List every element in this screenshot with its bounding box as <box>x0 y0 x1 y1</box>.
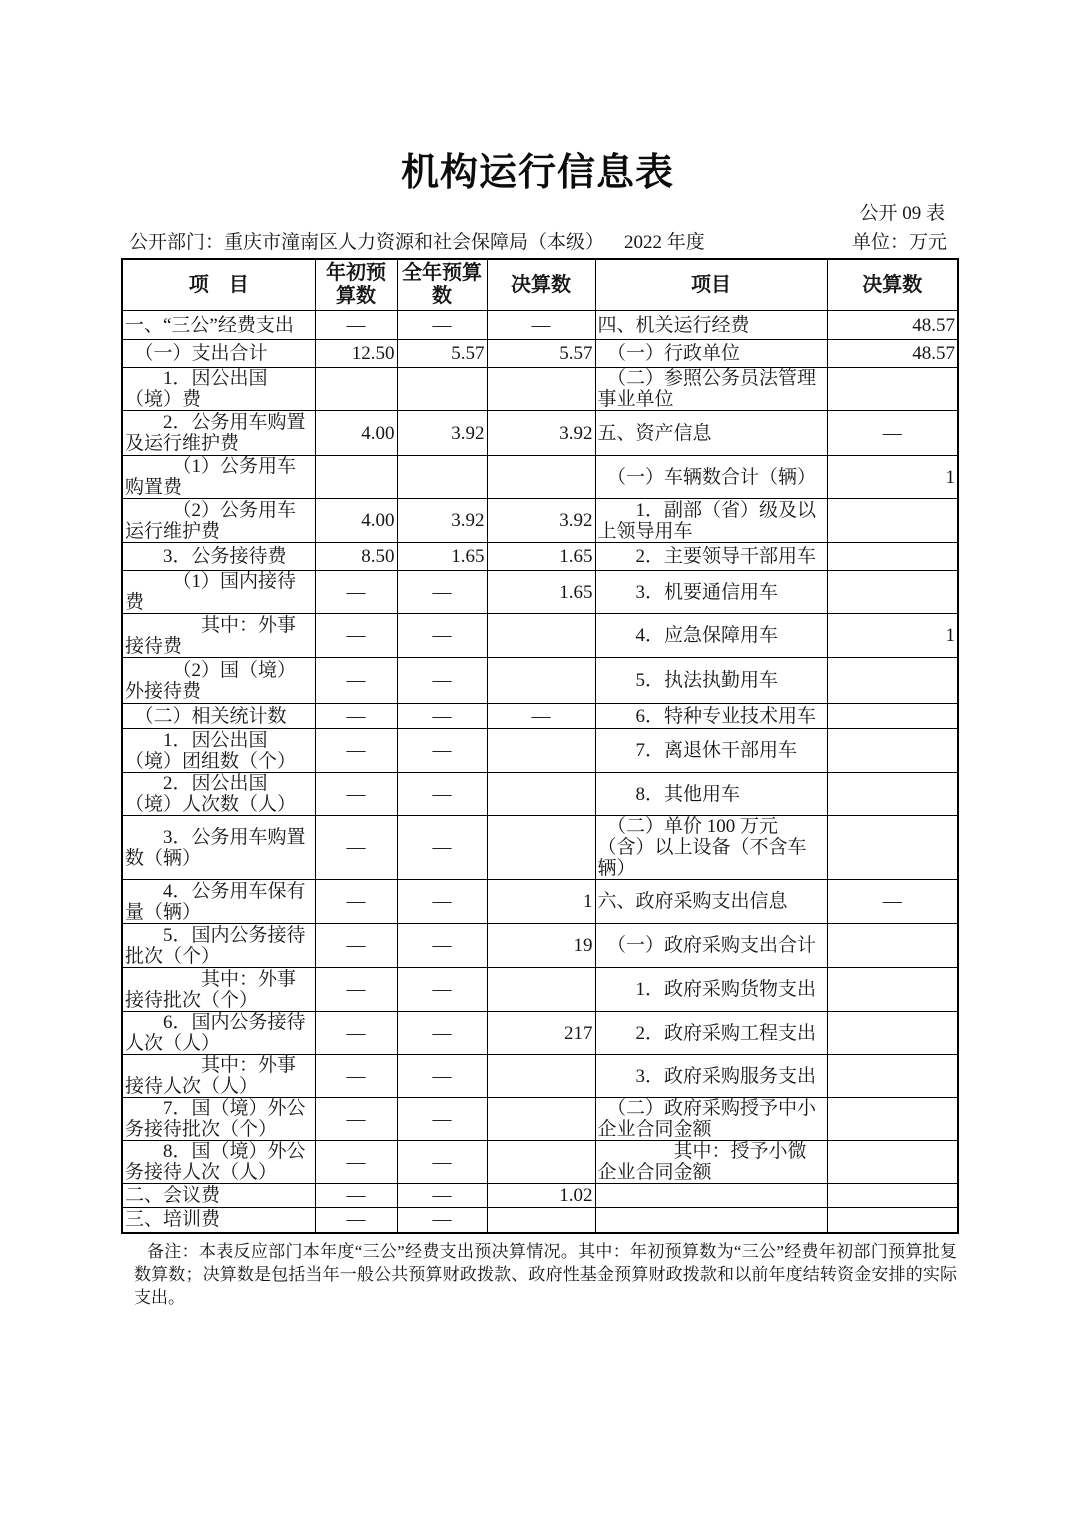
final-accounts-cell-right: 1 <box>827 456 958 499</box>
final-accounts-cell-right: — <box>827 411 958 456</box>
initial-budget-cell: — <box>315 571 397 614</box>
item-cell-left: 3．公务用车购置数（辆） <box>122 816 315 880</box>
table-row <box>122 499 958 543</box>
operation-info-table <box>121 258 959 1234</box>
table-row <box>122 816 958 880</box>
item-cell-left: 8．国（境）外公务接待人次（人） <box>122 1141 315 1184</box>
item-cell-left: 其中：外事接待费 <box>122 614 315 658</box>
content-area <box>121 203 957 1309</box>
final-accounts-cell-right <box>827 1208 958 1233</box>
item-cell-left: （二）相关统计数 <box>122 704 315 729</box>
item-cell-right: 3．机要通信用车 <box>595 571 827 614</box>
table-row <box>122 1184 958 1208</box>
final-accounts-cell-left: — <box>487 704 595 729</box>
item-cell-right: 4．应急保障用车 <box>595 614 827 658</box>
initial-budget-cell: — <box>315 968 397 1012</box>
final-accounts-cell-right: 48.57 <box>827 311 958 340</box>
table-row <box>122 411 958 456</box>
final-accounts-cell-left <box>487 1141 595 1184</box>
table-body <box>122 311 958 1233</box>
item-cell-left: 一、“三公”经费支出 <box>122 311 315 340</box>
annual-budget-cell: — <box>397 571 487 614</box>
final-accounts-cell-left: 3.92 <box>487 499 595 543</box>
header-item-right: 项目 <box>595 259 827 311</box>
final-accounts-cell-right <box>827 1184 958 1208</box>
table-row <box>122 614 958 658</box>
header-initial-budget: 年初预算数 <box>315 259 397 311</box>
final-accounts-cell-left <box>487 368 595 411</box>
table-header-row <box>122 259 958 311</box>
annual-budget-cell: — <box>397 729 487 773</box>
item-cell-left: 5．国内公务接待批次（个） <box>122 924 315 968</box>
final-accounts-cell-right <box>827 773 958 816</box>
initial-budget-cell: 4.00 <box>315 411 397 456</box>
item-cell-right: （二）参照公务员法管理事业单位 <box>595 368 827 411</box>
table-row <box>122 773 958 816</box>
item-cell-right: （一）政府采购支出合计 <box>595 924 827 968</box>
final-accounts-cell-right <box>827 543 958 571</box>
item-cell-right: 2．主要领导干部用车 <box>595 543 827 571</box>
initial-budget-cell: — <box>315 773 397 816</box>
header-annual-budget: 全年预算数 <box>397 259 487 311</box>
item-cell-left: 其中：外事接待人次（人） <box>122 1055 315 1098</box>
final-accounts-cell-left: 19 <box>487 924 595 968</box>
item-cell-right: 四、机关运行经费 <box>595 311 827 340</box>
final-accounts-cell-right <box>827 1098 958 1141</box>
initial-budget-cell <box>315 456 397 499</box>
annual-budget-cell: — <box>397 614 487 658</box>
final-accounts-cell-right <box>827 1055 958 1098</box>
header-final-left: 决算数 <box>487 259 595 311</box>
item-cell-left: 6．国内公务接待人次（人） <box>122 1012 315 1055</box>
item-cell-left: 三、培训费 <box>122 1208 315 1233</box>
annual-budget-cell: — <box>397 1098 487 1141</box>
final-accounts-cell-right <box>827 571 958 614</box>
item-cell-right: （一）车辆数合计（辆） <box>595 456 827 499</box>
initial-budget-cell: — <box>315 658 397 704</box>
table-row <box>122 968 958 1012</box>
item-cell-right: （一）行政单位 <box>595 340 827 368</box>
initial-budget-cell: — <box>315 1141 397 1184</box>
annual-budget-cell: 1.65 <box>397 543 487 571</box>
table-row <box>122 456 958 499</box>
final-accounts-cell-left <box>487 658 595 704</box>
footnote: 备注：本表反应部门本年度“三公”经费支出预决算情况。其中：年初预算数为“三公”经费年初部门预算批复数算数；决算数是包括当年一般公共预算财政拨款、政府性基金预算财政拨款和以前年度结转资金安排的实际支出。 <box>134 1241 957 1307</box>
info-line <box>121 230 957 256</box>
initial-budget-cell: — <box>315 311 397 340</box>
table-row <box>122 658 958 704</box>
final-accounts-cell-left: 1.65 <box>487 571 595 614</box>
item-cell-right: 3．政府采购服务支出 <box>595 1055 827 1098</box>
item-cell-left: （一）支出合计 <box>122 340 315 368</box>
item-cell-left: 3．公务接待费 <box>122 543 315 571</box>
table-row <box>122 311 958 340</box>
final-accounts-cell-left <box>487 1098 595 1141</box>
item-cell-left: 7．国（境）外公务接待批次（个） <box>122 1098 315 1141</box>
table-row <box>122 1012 958 1055</box>
final-accounts-cell-right <box>827 729 958 773</box>
final-accounts-cell-left <box>487 456 595 499</box>
table-row <box>122 571 958 614</box>
item-cell-left: 1．因公出国（境）费 <box>122 368 315 411</box>
item-cell-left: （1）国内接待费 <box>122 571 315 614</box>
annual-budget-cell: — <box>397 1208 487 1233</box>
annual-budget-cell: — <box>397 880 487 924</box>
final-accounts-cell-left: 1 <box>487 880 595 924</box>
initial-budget-cell: — <box>315 816 397 880</box>
item-cell-right: 8．其他用车 <box>595 773 827 816</box>
annual-budget-cell: — <box>397 1184 487 1208</box>
item-cell-left: 其中：外事接待批次（个） <box>122 968 315 1012</box>
item-cell-right: 其中：授予小微企业合同金额 <box>595 1141 827 1184</box>
form-code: 公开 09 表 <box>859 203 945 224</box>
final-accounts-cell-left: 3.92 <box>487 411 595 456</box>
unit-label: 单位：万元 <box>851 232 947 253</box>
final-accounts-cell-right <box>827 1141 958 1184</box>
item-cell-right: 六、政府采购支出信息 <box>595 880 827 924</box>
initial-budget-cell: — <box>315 1208 397 1233</box>
final-accounts-cell-left: 5.57 <box>487 340 595 368</box>
item-cell-left: 2．公务用车购置及运行维护费 <box>122 411 315 456</box>
final-accounts-cell-left <box>487 614 595 658</box>
item-cell-right <box>595 1208 827 1233</box>
initial-budget-cell: — <box>315 1184 397 1208</box>
initial-budget-cell: — <box>315 614 397 658</box>
initial-budget-cell: — <box>315 1012 397 1055</box>
annual-budget-cell: 5.57 <box>397 340 487 368</box>
initial-budget-cell: — <box>315 924 397 968</box>
initial-budget-cell: 8.50 <box>315 543 397 571</box>
final-accounts-cell-left: — <box>487 311 595 340</box>
item-cell-left: （2）国（境）外接待费 <box>122 658 315 704</box>
final-accounts-cell-right <box>827 924 958 968</box>
final-accounts-cell-right: 1 <box>827 614 958 658</box>
final-accounts-cell-left <box>487 1208 595 1233</box>
item-cell-right: 6．特种专业技术用车 <box>595 704 827 729</box>
annual-budget-cell: — <box>397 773 487 816</box>
initial-budget-cell: — <box>315 704 397 729</box>
item-cell-left: 1．因公出国（境）团组数（个） <box>122 729 315 773</box>
table-row <box>122 1098 958 1141</box>
annual-budget-cell: — <box>397 658 487 704</box>
item-cell-right: 7．离退休干部用车 <box>595 729 827 773</box>
final-accounts-cell-left <box>487 729 595 773</box>
header-final-right: 决算数 <box>827 259 958 311</box>
item-cell-right: （二）政府采购授予中小企业合同金额 <box>595 1098 827 1141</box>
item-cell-left: （1）公务用车购置费 <box>122 456 315 499</box>
final-accounts-cell-right <box>827 816 958 880</box>
annual-budget-cell: — <box>397 311 487 340</box>
item-cell-right: 2．政府采购工程支出 <box>595 1012 827 1055</box>
annual-budget-cell: — <box>397 968 487 1012</box>
final-accounts-cell-right <box>827 499 958 543</box>
item-cell-right: （二）单价 100 万元（含）以上设备（不含车辆） <box>595 816 827 880</box>
page-title: 机构运行信息表 <box>400 152 674 194</box>
initial-budget-cell <box>315 368 397 411</box>
initial-budget-cell: — <box>315 1055 397 1098</box>
final-accounts-cell-left: 1.65 <box>487 543 595 571</box>
item-cell-right: 5．执法执勤用车 <box>595 658 827 704</box>
table-row <box>122 880 958 924</box>
final-accounts-cell-right <box>827 1012 958 1055</box>
final-accounts-cell-right <box>827 704 958 729</box>
final-accounts-cell-right: 48.57 <box>827 340 958 368</box>
table-row <box>122 1055 958 1098</box>
annual-budget-cell: — <box>397 1055 487 1098</box>
table-row <box>122 1208 958 1233</box>
annual-budget-cell: — <box>397 1141 487 1184</box>
table-row <box>122 924 958 968</box>
annual-budget-cell: — <box>397 816 487 880</box>
initial-budget-cell: 4.00 <box>315 499 397 543</box>
final-accounts-cell-left <box>487 816 595 880</box>
table-row <box>122 543 958 571</box>
item-cell-left: （2）公务用车运行维护费 <box>122 499 315 543</box>
item-cell-left: 2．因公出国（境）人次数（人） <box>122 773 315 816</box>
final-accounts-cell-right: — <box>827 880 958 924</box>
initial-budget-cell: — <box>315 1098 397 1141</box>
final-accounts-cell-left <box>487 773 595 816</box>
final-accounts-cell-left <box>487 1055 595 1098</box>
annual-budget-cell: — <box>397 704 487 729</box>
final-accounts-cell-right <box>827 368 958 411</box>
annual-budget-cell: — <box>397 1012 487 1055</box>
table-row <box>122 729 958 773</box>
table-row <box>122 368 958 411</box>
item-cell-right: 1．副部（省）级及以上领导用车 <box>595 499 827 543</box>
initial-budget-cell: 12.50 <box>315 340 397 368</box>
annual-budget-cell <box>397 368 487 411</box>
item-cell-right <box>595 1184 827 1208</box>
final-accounts-cell-left <box>487 968 595 1012</box>
final-accounts-cell-left: 217 <box>487 1012 595 1055</box>
table-row <box>122 340 958 368</box>
initial-budget-cell: — <box>315 729 397 773</box>
table-row <box>122 1141 958 1184</box>
final-accounts-cell-right <box>827 968 958 1012</box>
department-label: 公开部门：重庆市潼南区人力资源和社会保障局（本级） <box>129 232 605 253</box>
header-item-left: 项 目 <box>122 259 315 311</box>
annual-budget-cell <box>397 456 487 499</box>
initial-budget-cell: — <box>315 880 397 924</box>
final-accounts-cell-right <box>827 658 958 704</box>
item-cell-right: 五、资产信息 <box>595 411 827 456</box>
annual-budget-cell: 3.92 <box>397 411 487 456</box>
table-row <box>122 704 958 729</box>
final-accounts-cell-left: 1.02 <box>487 1184 595 1208</box>
annual-budget-cell: 3.92 <box>397 499 487 543</box>
item-cell-left: 4．公务用车保有量（辆） <box>122 880 315 924</box>
annual-budget-cell: — <box>397 924 487 968</box>
item-cell-left: 二、会议费 <box>122 1184 315 1208</box>
fiscal-year-label: 2022 年度 <box>624 232 705 253</box>
item-cell-right: 1．政府采购货物支出 <box>595 968 827 1012</box>
